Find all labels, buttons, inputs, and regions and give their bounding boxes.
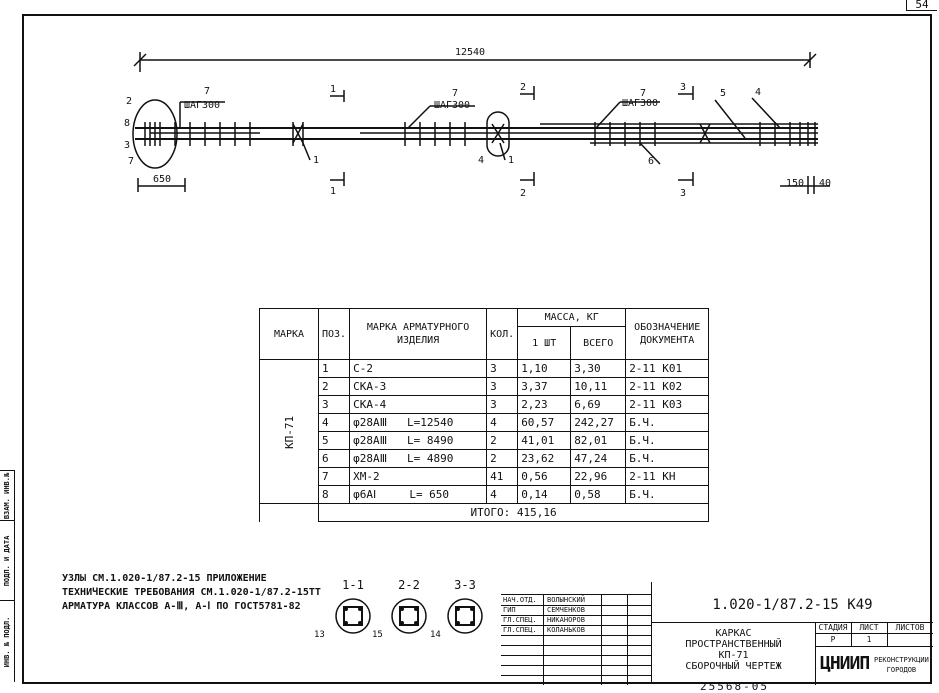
drawing-title: КАРКАС ПРОСТРАНСТВЕННЫЙ КП-71 СБОРОЧНЫЙ ЧЕРТЕЖ: [651, 622, 815, 684]
table-cell: φ6АⅠ L= 650: [350, 486, 487, 504]
table-cell: 1: [319, 360, 350, 378]
table-cell: Б.Ч.: [626, 450, 709, 468]
sidebar-cell: ИНВ. № ПОДЛ.: [0, 600, 14, 682]
table-cell: 5: [319, 432, 350, 450]
bottom-archive-number: 25568-05: [700, 680, 769, 693]
table-cell: 0,56: [518, 468, 571, 486]
col-header-mass: МАССА, КГ: [518, 309, 626, 327]
callout-label: 1: [313, 155, 320, 166]
step-label: ШАГ300: [433, 100, 471, 111]
table-cell: 23,62: [518, 450, 571, 468]
left-dimension: 650: [152, 174, 172, 185]
table-cell: Б.Ч.: [626, 486, 709, 504]
table-cell: СКА-4: [350, 396, 487, 414]
step-label: ШАГ300: [621, 98, 659, 109]
table-cell: 242,27: [571, 414, 626, 432]
table-cell: ХМ-2: [350, 468, 487, 486]
col-header-pos: ПОЗ.: [319, 309, 350, 360]
right-dimension-b: 40: [818, 178, 832, 189]
specification-table: [259, 308, 709, 522]
col-header-mark: МАРКА: [260, 309, 319, 360]
table-cell: 0,14: [518, 486, 571, 504]
table-cell: 3: [487, 378, 518, 396]
stage-sheet-box: СТАДИЯ ЛИСТ ЛИСТОВ Р 1: [815, 622, 933, 646]
table-cell: Б.Ч.: [626, 432, 709, 450]
table-cell: 4: [487, 486, 518, 504]
table-cell: 8: [319, 486, 350, 504]
table-cell: 10,11: [571, 378, 626, 396]
section-1-1: 1-1: [330, 578, 376, 645]
notes-block: [62, 572, 321, 614]
group-mark-cell: КП-71: [260, 360, 319, 504]
step-label: ШАГ300: [183, 100, 221, 111]
table-cell: 2-11 К03: [626, 396, 709, 414]
section-3-3: 3-3: [442, 578, 488, 645]
table-total-row: [260, 504, 709, 522]
table-row: [260, 360, 709, 378]
table-row: [260, 468, 709, 486]
section-mark: 1: [330, 84, 337, 95]
table-cell: φ28АⅢ L= 8490: [350, 432, 487, 450]
table-cell: 0,58: [571, 486, 626, 504]
section-mark: 2: [520, 82, 527, 93]
section-mark: 3: [680, 188, 687, 199]
table-cell: 6,69: [571, 396, 626, 414]
section-ref: 13: [314, 630, 325, 640]
callout-label: 8: [124, 118, 131, 129]
note-line: АРМАТУРА КЛАССОВ А-Ⅲ, А-Ⅰ ПО ГОСТ5781-82: [62, 601, 301, 612]
callout-label: 7: [204, 86, 211, 97]
table-header-row: [260, 309, 709, 327]
callout-label: 6: [648, 156, 655, 167]
note-line: УЗЛЫ СМ.1.020-1/87.2-15 ПРИЛОЖЕНИЕ: [62, 573, 267, 584]
table-cell: 22,96: [571, 468, 626, 486]
cross-sections: [314, 578, 490, 644]
section-ref: 15: [372, 630, 383, 640]
signature-row: НАЧ.ОТД. ВОЛЫНСКИЙ: [501, 595, 651, 606]
callout-label: 1: [508, 155, 515, 166]
table-cell: 41,01: [518, 432, 571, 450]
page-number: 54: [906, 0, 937, 11]
table-cell: 6: [319, 450, 350, 468]
signature-row: ГЛ.СПЕЦ. КОЛАНЬКОВ: [501, 625, 651, 636]
col-header-mass-one: 1 ШТ: [518, 327, 571, 360]
organization-box: [815, 646, 933, 685]
section-mark: 1: [330, 186, 337, 197]
col-header-item-mark: МАРКА АРМАТУРНОГО ИЗДЕЛИЯ: [350, 309, 487, 360]
col-header-mass-all: ВСЕГО: [571, 327, 626, 360]
table-cell: 3: [487, 360, 518, 378]
table-row: [260, 378, 709, 396]
total-cell: ИТОГО: 415,16: [319, 504, 709, 522]
section-circle-icon: [442, 592, 488, 642]
signature-row: [501, 665, 651, 676]
section-circle-icon: [386, 592, 432, 642]
signatures-table: [501, 594, 651, 685]
note-line: ТЕХНИЧЕСКИЕ ТРЕБОВАНИЯ СМ.1.020-1/87.2-15ТТ: [62, 587, 321, 598]
callout-label: 2: [126, 96, 133, 107]
callout-label: 4: [478, 155, 485, 166]
col-header-qty: КОЛ.: [487, 309, 518, 360]
table-row: [260, 432, 709, 450]
table-cell: 2: [487, 450, 518, 468]
table-cell: φ28АⅢ L=12540: [350, 414, 487, 432]
table-cell: 3,37: [518, 378, 571, 396]
table-cell: С-2: [350, 360, 487, 378]
section-2-2: 2-2: [386, 578, 432, 645]
section-circle-icon: [330, 592, 376, 642]
callout-label: 4: [755, 87, 762, 98]
callout-label: 3: [124, 140, 131, 151]
sidebar-cell: ВЗАМ. ИНВ.№: [0, 470, 14, 520]
table-cell: φ28АⅢ L= 4890: [350, 450, 487, 468]
section-mark: 2: [520, 188, 527, 199]
table-row: [260, 414, 709, 432]
table-cell: 2: [319, 378, 350, 396]
table-cell: 1,10: [518, 360, 571, 378]
section-ref: 14: [430, 630, 441, 640]
overall-dimension: 12540: [454, 47, 486, 58]
organization-logo: ЦНИИП: [820, 653, 870, 674]
table-cell: 47,24: [571, 450, 626, 468]
table-cell: 2-11 К01: [626, 360, 709, 378]
right-dimension-a: 150: [785, 178, 805, 189]
section-mark: 3: [680, 82, 687, 93]
callout-label: 7: [452, 88, 459, 99]
signature-row: ГИП СЕМЧЕНКОВ: [501, 605, 651, 616]
sidebar-cell: ПОДП. И ДАТА: [0, 520, 14, 600]
table-cell-empty: [260, 504, 319, 522]
callout-label: 5: [720, 88, 727, 99]
table-cell: 82,01: [571, 432, 626, 450]
table-row: [260, 486, 709, 504]
table-cell: 2-11 КН: [626, 468, 709, 486]
table-cell: 3: [487, 396, 518, 414]
callout-label: 7: [128, 156, 135, 167]
callout-label: 7: [640, 88, 647, 99]
table-cell: 2: [487, 432, 518, 450]
table-cell: 4: [319, 414, 350, 432]
table-cell: Б.Ч.: [626, 414, 709, 432]
table-cell: 2,23: [518, 396, 571, 414]
table-cell: 60,57: [518, 414, 571, 432]
document-code: 1.020-1/87.2-15 К49: [651, 582, 933, 623]
table-cell: СКА-3: [350, 378, 487, 396]
title-block: [501, 582, 932, 684]
table-cell: 7: [319, 468, 350, 486]
col-header-doc: ОБОЗНАЧЕНИЕ ДОКУМЕНТА: [626, 309, 709, 360]
table-row: [260, 450, 709, 468]
table-row: [260, 396, 709, 414]
table-cell: 2-11 К02: [626, 378, 709, 396]
table-cell: 3: [319, 396, 350, 414]
organization-name: РЕКОНСТРУКЦИИ ГОРОДОВ: [874, 656, 929, 674]
signature-row: ГЛ.СПЕЦ. НИКАНОРОВ: [501, 615, 651, 626]
table-cell: 3,30: [571, 360, 626, 378]
table-cell: 41: [487, 468, 518, 486]
table-cell: 4: [487, 414, 518, 432]
